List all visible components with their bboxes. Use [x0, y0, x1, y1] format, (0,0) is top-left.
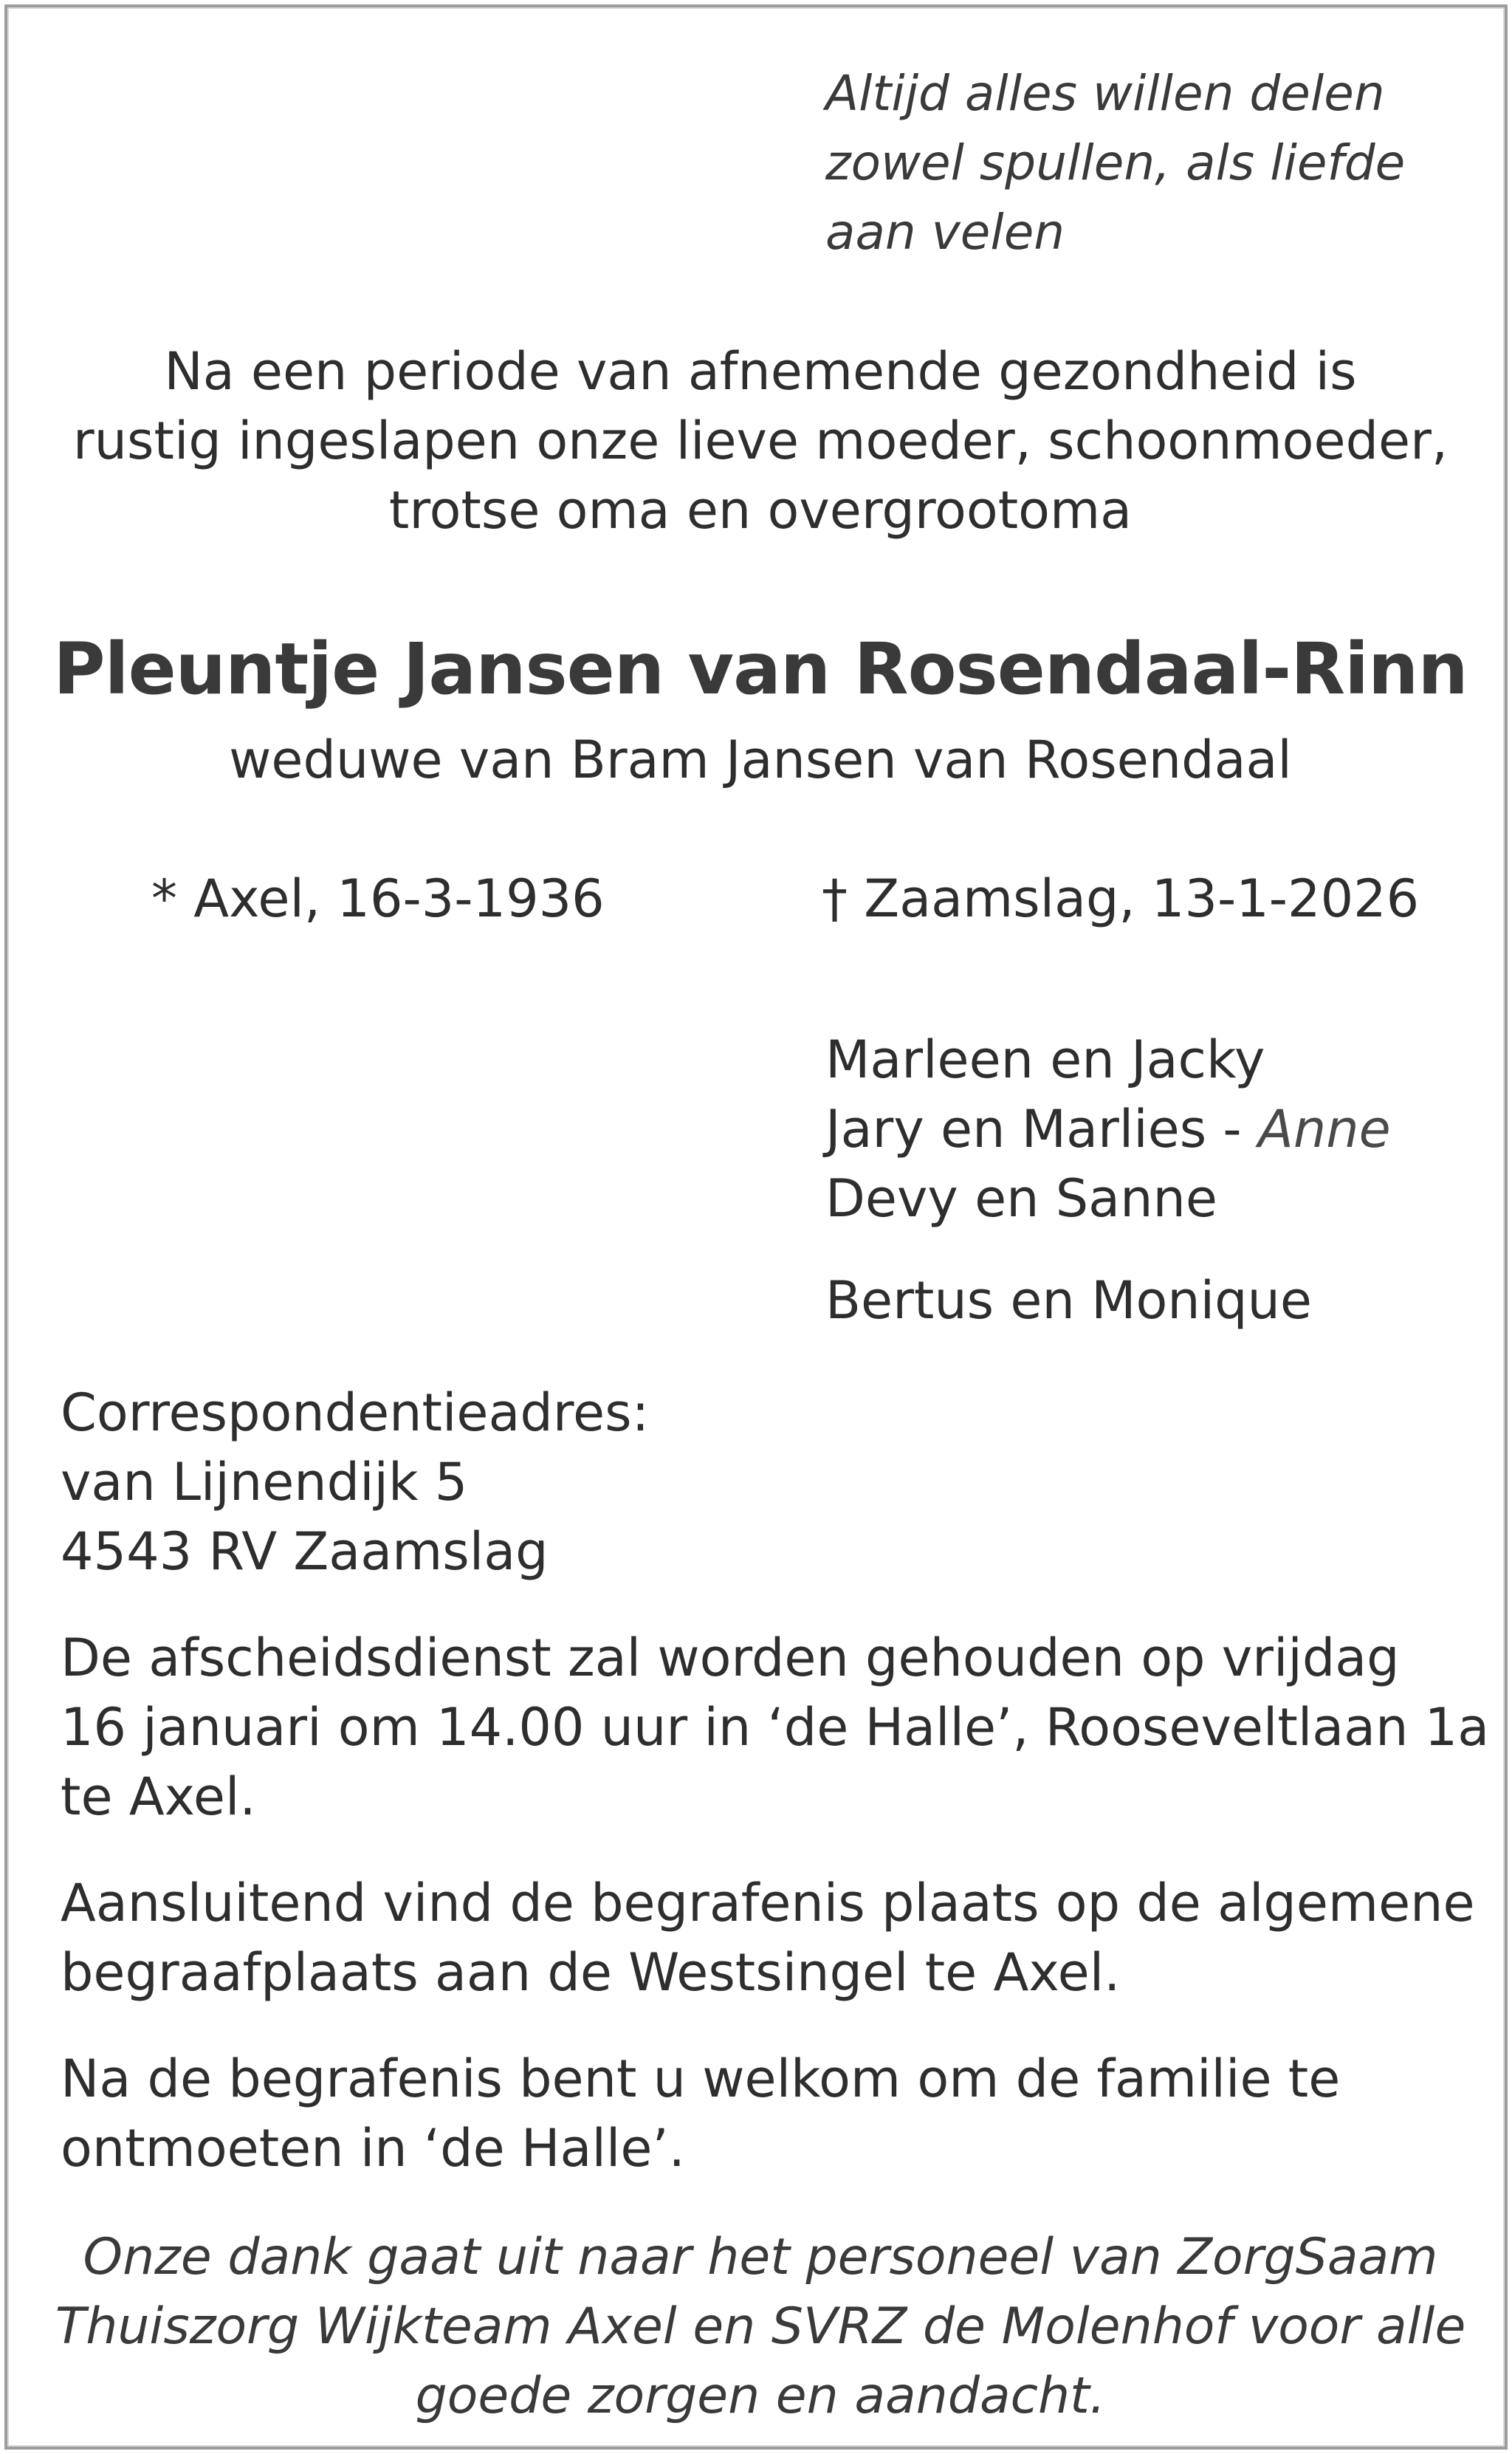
motto-line: Altijd alles willen delen: [825, 65, 1385, 122]
widow-of: weduwe van Bram Jansen van Rosendaal: [229, 730, 1292, 790]
burial-paragraph: [61, 1868, 1475, 2007]
family-grandchild: Anne: [1257, 1099, 1391, 1159]
gathering-paragraph: [61, 2044, 1340, 2183]
burial-line: Aansluitend vind de begrafenis plaats op de algemene: [61, 1873, 1475, 1933]
death-info: † Zaamslag, 13-1-2026: [822, 868, 1420, 929]
thanks-note: [7, 2223, 1512, 2431]
correspondence-address: [61, 1378, 649, 1586]
motto-poem: [825, 59, 1405, 267]
address-line: 4543 RV Zaamslag: [61, 1521, 549, 1582]
birth-info: * Axel, 16-3-1936: [151, 868, 605, 929]
thanks-line: Thuiszorg Wijkteam Axel en SVRZ de Molenhof voor alle: [55, 2297, 1466, 2356]
service-line: De afscheidsdienst zal worden gehouden op vrijdag: [61, 1628, 1400, 1688]
family-line: Marleen en Jacky: [825, 1029, 1265, 1090]
intro-line: rustig ingeslapen onze lieve moeder, schoonmoeder,: [72, 411, 1449, 471]
motto-line: aan velen: [825, 204, 1065, 261]
service-line: 16 januari om 14.00 uur in ‘de Halle’, Rooseveltlaan 1a: [61, 1697, 1490, 1758]
address-line: van Lijnendijk 5: [61, 1452, 468, 1512]
obituary-card: [4, 4, 1508, 2450]
address-line: Correspondentieadres:: [61, 1382, 650, 1443]
family-line: Devy en Sanne: [825, 1168, 1217, 1229]
deceased-name: Pleuntje Jansen van Rosendaal-Rinn: [53, 628, 1468, 710]
service-line: te Axel.: [61, 1766, 256, 1827]
motto-line: zowel spullen, als liefde: [825, 134, 1406, 191]
thanks-line: goede zorgen en aandacht.: [415, 2367, 1106, 2425]
gathering-line: ontmoeten in ‘de Halle’.: [61, 2118, 685, 2179]
service-paragraph: [61, 1623, 1489, 1831]
burial-line: begraafplaats aan de Westsingel te Axel.: [61, 1942, 1121, 2003]
gathering-line: Na de begrafenis bent u welkom om de familie te: [61, 2049, 1341, 2109]
family-line: Bertus en Monique: [825, 1270, 1312, 1331]
intro-text: [7, 337, 1512, 545]
family-couple: Jary en Marlies -: [825, 1099, 1258, 1159]
intro-line: trotse oma en overgrootoma: [388, 480, 1133, 541]
intro-line: Na een periode van afnemende gezondheid is: [164, 341, 1357, 402]
thanks-line: Onze dank gaat uit naar het personeel van ZorgSaam: [83, 2228, 1438, 2286]
family-list: [825, 1025, 1391, 1233]
family-line: [825, 1094, 1391, 1164]
